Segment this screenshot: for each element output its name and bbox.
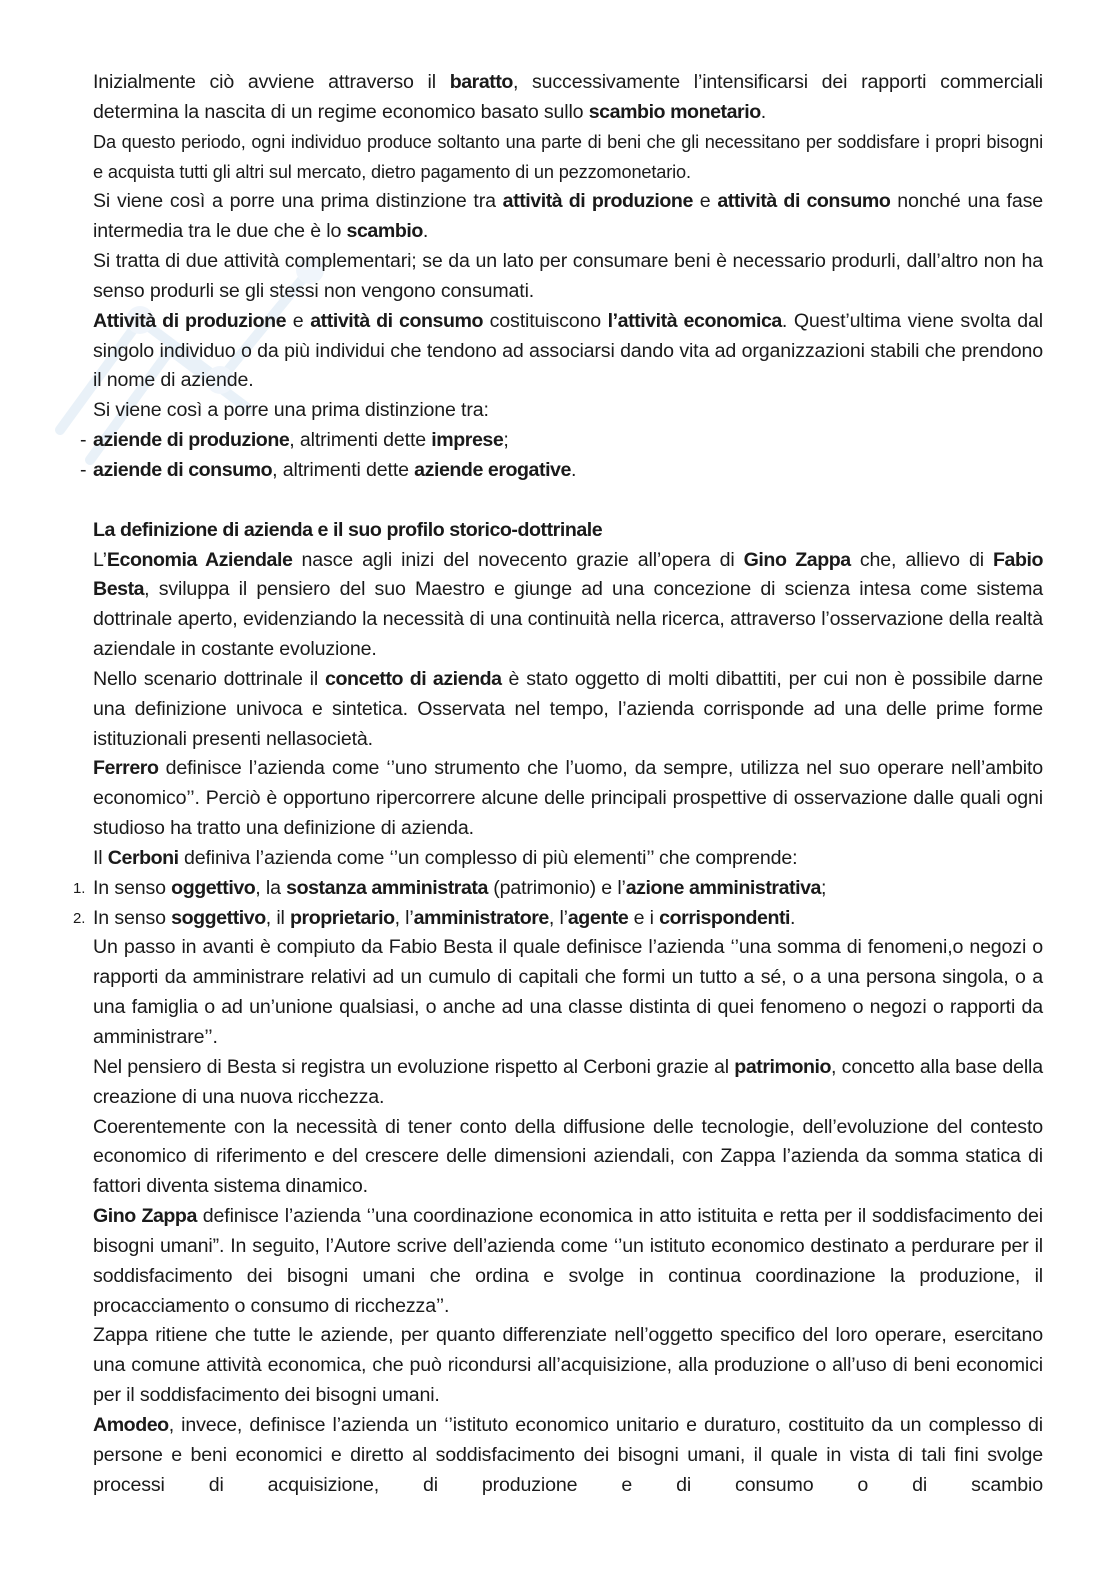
numbered-list (73, 874, 1043, 934)
text-run: che, allievo di (850, 548, 993, 571)
bold-term: l’attività economica (607, 309, 782, 332)
text-run: ; (503, 429, 509, 452)
paragraph (93, 665, 1043, 755)
text-run: Inizialmente ciò avviene attraverso il (93, 71, 450, 93)
text-run: nonché una fase intermedia tra le due che è lo (93, 190, 1043, 243)
text-run: definisce l’azienda come ‘’uno strumento che l’uomo, da sempre, utilizza nel suo operare nell’ambito economico’’. Perciò è opportuno ripercorrere alcune delle principali prospettive di osservazione dalle quali ogni studioso ha tratto una definizione di azienda. (93, 757, 1043, 840)
bold-term: baratto (449, 71, 513, 93)
text-run: L’ (93, 548, 107, 571)
bold-term: scambio monetario (588, 100, 761, 123)
bold-term: soggettivo (171, 906, 266, 929)
text-run: , l’ (548, 906, 568, 929)
paragraph (93, 1411, 1043, 1501)
list-item (73, 874, 1043, 904)
paragraph (93, 68, 1043, 128)
text-run: Zappa ritiene che tutte le aziende, per quanto differenziate nell’oggetto specifico del loro operare, esercitano una comune attività economica, che può ricondursi all’acquisizione, alla produzione o all’uso di beni economici per il soddisfacimento dei bisogni umani. (93, 1324, 1043, 1407)
text-run: . (570, 458, 577, 481)
document-body (73, 68, 1044, 1501)
bold-term: Ferrero (93, 757, 159, 780)
text-run: , invece, definisce l’azienda un ‘’istituto economico unitario e duraturo, costituito da un complesso di persone e beni economici e diretto al soddisfacimento dei bisogni umani, il quale in vista di tali fini svolge processi di acquisizione, di produzione e di consumo o di scambio (93, 1413, 1043, 1496)
bold-term: Gino Zappa (93, 1205, 197, 1228)
text-run: e (692, 190, 718, 213)
text-run: nasce agli inizi del novecento grazie all’opera di (292, 548, 744, 571)
text-run: Un passo in avanti è compiuto da Fabio Besta il quale definisce l’azienda ‘’una somma di fenomeni,o negozi o rapporti da amministrare relativi ad un cumulo di capitali che formi un tutto a sé, o a una persona singola, o a una famiglia o ad un’unione qualsiasi, o anche ad una classe distinta di quei fenomeno o negozi o rapporti da amministrare’’. (93, 936, 1043, 1048)
bold-term: azione amministrativa (625, 876, 822, 899)
bold-term: amministratore (413, 906, 549, 929)
text-run: e (286, 309, 311, 332)
text-run: Si viene così a porre una prima distinzione tra (93, 190, 503, 213)
bold-term: Gino Zappa (743, 548, 851, 571)
text-run: Nello scenario dottrinale il (93, 667, 326, 690)
text-run: Si tratta di due attività complementari; se da un lato per consumare beni è necessario produrli, dall’altro non ha senso produrli se gli stessi non vengono consumati. (93, 250, 1043, 302)
paragraph (93, 307, 1043, 397)
list-item (93, 456, 1043, 486)
paragraph (93, 247, 1043, 307)
text-run: . Quest’ultima viene svolta dal singolo individuo o da più individui che tendono ad associarsi dando vita ad organizzazioni stabili che prendono il nome di aziende. (93, 309, 1044, 392)
bold-term: attività di consumo (717, 190, 891, 213)
paragraph (93, 844, 1043, 874)
text-run: . (422, 220, 429, 243)
paragraph (93, 546, 1043, 665)
paragraph (93, 128, 1043, 188)
bold-term: Amodeo (93, 1413, 169, 1436)
text-run: Da questo periodo, ogni individuo produce soltanto una parte di beni che gli necessitano per soddisfare i propri bisogni e acquista tutti gli altri sul mercato, dietro pagamento di un pezzomonetario. (93, 131, 1043, 182)
section-heading (93, 516, 1043, 546)
text-run: In senso (93, 876, 172, 899)
list-item (93, 426, 1043, 456)
bold-term: Cerboni (107, 846, 179, 869)
bold-term: imprese (431, 429, 504, 452)
text-run: , la (255, 876, 287, 899)
text-run: . (760, 100, 767, 123)
list-number: 2. (73, 909, 86, 927)
paragraph (93, 396, 1043, 426)
bold-term: aziende erogative (414, 458, 571, 481)
paragraph (93, 1321, 1043, 1411)
paragraph (93, 1202, 1043, 1321)
bold-term: concetto di azienda (325, 667, 502, 690)
bold-term: sostanza amministrata (286, 876, 488, 899)
text-run: definiva l’azienda come ‘’un complesso di più elementi’’ che comprende: (178, 846, 798, 869)
bold-term: attività di produzione (502, 190, 693, 213)
bold-term: corrispondenti (659, 906, 791, 929)
paragraph (93, 1113, 1043, 1203)
bold-term: attività di consumo (310, 309, 483, 332)
bold-term: aziende di consumo (93, 458, 273, 481)
bold-term: Economia Aziendale (106, 548, 293, 571)
text-run: , il (265, 906, 291, 929)
text-run: definisce l’azienda ‘’una coordinazione economica in atto istituita e retta per il soddisfacimento dei bisogni umani”. In seguito, l’Autore scrive dell’azienda come ‘’un istituto economico destinato a perdurare per il soddisfacimento dei bisogni umani che ordina e svolge in continua coordinazione la produzione, il procacciamento o consumo di ricchezza’’. (93, 1205, 1043, 1317)
paragraph-gap (93, 486, 1043, 516)
bold-term: proprietario (290, 906, 395, 929)
paragraph (93, 754, 1043, 844)
text-run: costituiscono (482, 309, 608, 332)
text-run: Coerentemente con la necessità di tener conto della diffusione delle tecnologie, dell’evoluzione del contesto economico di riferimento e del crescere delle dimensioni aziendali, con Zappa l’azienda da somma statica di fattori diventa sistema dinamico. (93, 1115, 1043, 1198)
bold-term: oggettivo (171, 876, 256, 899)
bold-term: La definizione di azienda e il suo profilo storico-dottrinale (93, 518, 603, 541)
text-run: . (790, 906, 796, 929)
text-run: , altrimenti dette (289, 429, 432, 452)
text-run: , l’ (394, 906, 414, 929)
list-item (73, 904, 1043, 934)
paragraph (93, 187, 1043, 247)
page-header-mark (540, 0, 570, 6)
paragraph (93, 933, 1043, 1052)
text-run: , altrimenti dette (272, 458, 415, 481)
paragraph (93, 1053, 1043, 1113)
bold-term: patrimonio (734, 1055, 832, 1078)
text-run: Il (93, 846, 108, 869)
bold-term: aziende di produzione (93, 429, 290, 452)
text-run: e i (628, 906, 660, 929)
text-run: In senso (93, 906, 172, 929)
text-run: è stato oggetto di molti dibattiti, per cui non è possibile darne una definizione univoca e sintetica. Osservata nel tempo, l’azienda corrisponde ad una delle prime forme istituzionali presenti nellasocietà. (93, 667, 1043, 750)
bold-term: Fabio Besta (93, 548, 1043, 601)
bold-term: agente (567, 906, 629, 929)
text-run: , sviluppa il pensiero del suo Maestro e giunge ad una concezione di scienza intesa come sistema dottrinale aperto, evidenziando la necessità di una continuità nella ricerca, attraverso l’osservazione della realtà aziendale in costante evoluzione. (93, 578, 1043, 661)
text-run: Si viene così a porre una prima distinzione tra: (93, 399, 489, 422)
text-run: Nel pensiero di Besta si registra un evoluzione rispetto al Cerboni grazie al (93, 1055, 735, 1078)
list-number: 1. (73, 879, 86, 897)
text-run: , successivamente l’intensificarsi dei rapporti commerciali determina la nascita di un regime economico basato sullo (93, 71, 1043, 123)
text-run: (patrimonio) e l’ (487, 876, 626, 899)
bold-term: Attività di produzione (93, 309, 287, 332)
text-run: , concetto alla base della creazione di una nuova ricchezza. (93, 1055, 1043, 1108)
dash-list (93, 426, 1043, 486)
text-run: ; (821, 876, 827, 899)
bold-term: scambio (346, 220, 423, 243)
